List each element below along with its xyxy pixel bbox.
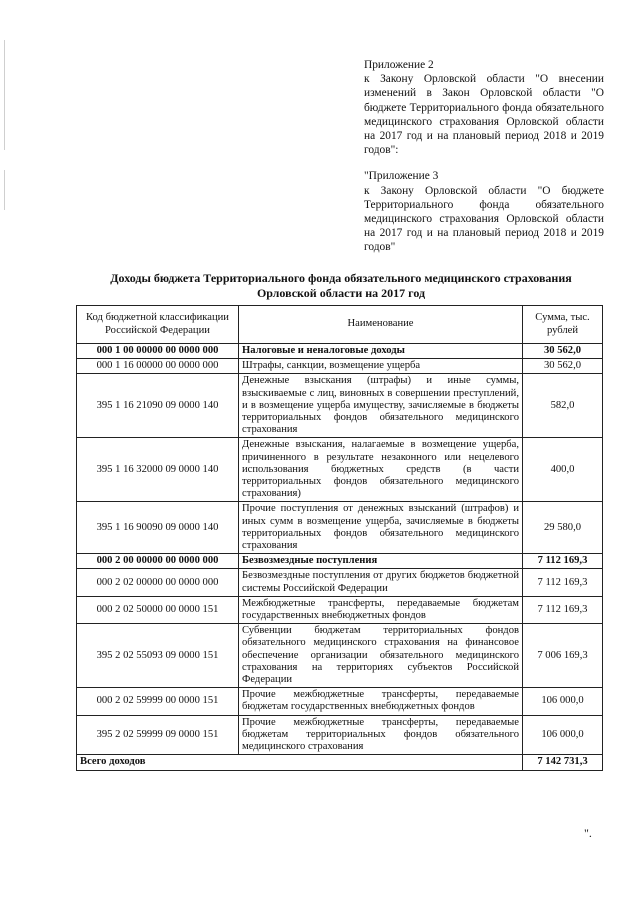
annex-header	[364, 58, 604, 255]
table-row	[77, 688, 603, 715]
table-header-row	[77, 306, 603, 344]
row-code: 395 1 16 32000 09 0000 140	[77, 438, 239, 502]
closing-quote: ".	[584, 826, 592, 840]
table-row	[77, 715, 603, 755]
scan-margin-line	[4, 170, 5, 210]
row-code: 395 1 16 21090 09 0000 140	[77, 374, 239, 438]
header-code: Код бюджетной классификации Российской Федерации	[77, 306, 239, 344]
row-sum: 29 580,0	[523, 502, 603, 554]
table-row	[77, 596, 603, 623]
row-code: 000 2 00 00000 00 0000 000	[77, 554, 239, 569]
row-sum: 7 112 169,3	[523, 596, 603, 623]
row-sum: 400,0	[523, 438, 603, 502]
header-sum: Сумма, тыс. рублей	[523, 306, 603, 344]
row-sum: 30 562,0	[523, 344, 603, 359]
row-sum: 30 562,0	[523, 359, 603, 374]
row-name: Безвозмездные поступления	[239, 554, 523, 569]
total-label: Всего доходов	[77, 755, 523, 770]
row-name: Безвозмездные поступления от других бюджетов бюджетной системы Российской Федерации	[239, 569, 523, 596]
row-code: 000 1 16 00000 00 0000 000	[77, 359, 239, 374]
row-name: Субвенции бюджетам территориальных фондов обязательного медицинского страхования на финансовое обеспечение организации обязательного медицинского страхования на территориях субъектов Российской Федерации	[239, 624, 523, 688]
title-line-1: Доходы бюджета Территориального фонда обязательного медицинского страхования	[110, 271, 572, 285]
row-sum: 106 000,0	[523, 688, 603, 715]
row-code: 000 2 02 00000 00 0000 000	[77, 569, 239, 596]
row-name: Межбюджетные трансферты, передаваемые бюджетам государственных внебюджетных фондов	[239, 596, 523, 623]
annex-reference-inner: к Закону Орловской области "О бюджете Территориального фонда обязательного медицинского страхования Орловской области на 2017 год и на плановый период 2018 и 2019 годов"	[364, 184, 604, 254]
row-code: 000 1 00 00000 00 0000 000	[77, 344, 239, 359]
row-code: 395 2 02 55093 09 0000 151	[77, 624, 239, 688]
revenue-table	[76, 305, 603, 771]
table-row	[77, 374, 603, 438]
row-name: Денежные взыскания (штрафы) и иные суммы, взыскиваемые с лиц, виновных в совершении преступлений, и в возмещение ущерба имуществу, зачисляемые в бюджеты территориальных фондов обязательного медицинского страхования	[239, 374, 523, 438]
row-name: Налоговые и неналоговые доходы	[239, 344, 523, 359]
header-name: Наименование	[239, 306, 523, 344]
row-code: 395 1 16 90090 09 0000 140	[77, 502, 239, 554]
row-sum: 106 000,0	[523, 715, 603, 755]
annex-reference: к Закону Орловской области "О внесении изменений в Закон Орловской области "О бюджете Территориального фонда обязательного медицинского страхования Орловской области на 2017 год и на плановый период 2018 и 2019 годов":	[364, 73, 604, 157]
row-code: 000 2 02 50000 00 0000 151	[77, 596, 239, 623]
row-code: 395 2 02 59999 09 0000 151	[77, 715, 239, 755]
row-name: Прочие межбюджетные трансферты, передаваемые бюджетам государственных внебюджетных фондов	[239, 688, 523, 715]
annex-number: Приложение 2	[364, 59, 434, 71]
row-name: Прочие поступления от денежных взысканий (штрафов) и иных сумм в возмещение ущерба, зачисляемые в бюджеты территориальных фондов обязательного медицинского страхования	[239, 502, 523, 554]
table-row	[77, 438, 603, 502]
row-name: Штрафы, санкции, возмещение ущерба	[239, 359, 523, 374]
total-row	[77, 755, 603, 770]
scan-margin-line	[4, 40, 5, 150]
row-sum: 7 006 169,3	[523, 624, 603, 688]
title-line-2: Орловской области на 2017 год	[256, 286, 426, 300]
row-sum: 582,0	[523, 374, 603, 438]
table-row	[77, 624, 603, 688]
document-title	[72, 271, 610, 301]
row-name: Прочие межбюджетные трансферты, передаваемые бюджетам территориальных фондов обязательного медицинского страхования	[239, 715, 523, 755]
row-code: 000 2 02 59999 00 0000 151	[77, 688, 239, 715]
table-row	[77, 344, 603, 359]
table-row	[77, 569, 603, 596]
annex-number-inner: "Приложение 3	[364, 170, 439, 183]
row-sum: 7 112 169,3	[523, 554, 603, 569]
table-row	[77, 502, 603, 554]
total-sum: 7 142 731,3	[523, 755, 603, 770]
table-row	[77, 554, 603, 569]
row-sum: 7 112 169,3	[523, 569, 603, 596]
row-name: Денежные взыскания, налагаемые в возмещение ущерба, причиненного в результате незаконного или нецелевого использования бюджетных средств (в части территориальных фондов обязательного медицинского страхования)	[239, 438, 523, 502]
table-row	[77, 359, 603, 374]
